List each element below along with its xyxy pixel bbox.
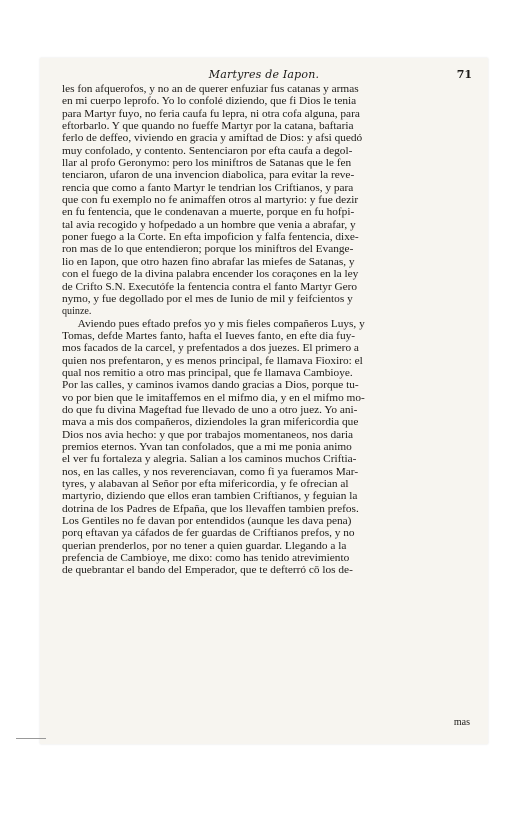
- text-line: tal avia recogido y hofpedado a un hombre que venia a abrafar, y: [62, 219, 356, 231]
- folio-number: 71: [456, 68, 472, 81]
- body-text: [62, 84, 472, 578]
- text-line: do que fu divina Mageftad fue llevado de uno a otro juez. Yo ani-: [62, 404, 358, 416]
- text-line: poner fuego a la Corte. En efta impoficion y falfa fentencia, dixe-: [62, 232, 359, 244]
- text-line: lio en Iapon, que otro hazen fino abrafar las miefes de Satanas, y: [62, 256, 355, 268]
- text-line: tenciaron, ufaron de una invencion diabolica, para evitar la reve-: [62, 170, 355, 182]
- text-line: mava a mis dos compañeros, diziendoles la gran mifericordia que: [62, 417, 359, 429]
- text-line: rencia que como a fanto Martyr le tendrian los Criftianos, y para: [62, 182, 354, 194]
- text-line: eftorbarlo. Y que quando no fueffe Martyr por la catana, baftaria: [62, 121, 354, 133]
- text-line: muy confolado, y contento. Sentenciaron por efta caufa a degol-: [62, 145, 353, 157]
- text-line: llar al profo Geronymo: pero los miniftros de Satanas que le fen: [62, 158, 352, 170]
- text-line: martyrio, diziendo que ellos eran tambien Criftianos, y feguian la: [62, 491, 358, 503]
- text-line: querian prenderlos, por no tener a quien guardar. Llegando a la: [62, 540, 347, 552]
- text-line: premios eternos. Yvan tan confolados, que a mi me ponia animo: [62, 441, 352, 453]
- text-line: dotrina de los Padres de Efpaña, que los llevaffen tambien prefos.: [62, 503, 359, 515]
- text-line: les fon afquerofos, y no an de querer enfuziar fus catanas y armas: [62, 84, 359, 95]
- text-line: prefencia de Cambioye, me dixo: como has tenido atrevimiento: [62, 553, 350, 565]
- running-title: Martyres de Iapon.: [208, 68, 320, 81]
- text-line: tyres, y alabavan al Señor por efta mifericordia, y fe ofrecian al: [62, 479, 349, 490]
- running-head: [40, 68, 488, 84]
- text-line: Tomas, defde Martes fanto, hafta el Iueves fanto, en efte dia fuy-: [62, 330, 356, 342]
- text-line: que con fu exemplo no fe animaffen otros al martyrio: y fue dezir: [62, 195, 359, 207]
- text-line: para Martyr fuyo, no feria caufa fu lepra, ni otra cofa alguna, para: [62, 108, 360, 120]
- text-line: Dios nos avia hecho: y que por trabajos momentaneos, nos daria: [62, 429, 354, 441]
- text-line: con el fuego de la divina palabra encender los coraçones en la ley: [62, 269, 359, 281]
- text-line: quinze.: [62, 306, 92, 318]
- text-line: ferlo de deffeo, viviendo en gracia y amiftad de Dios: y afsi quedó: [62, 133, 363, 145]
- text-line: Aviendo pues eftado prefos yo y mis fieles compañeros Luys, y: [77, 318, 365, 330]
- text-line: qual nos remitio a otro mas principal, que fe llamava Cambioye.: [62, 367, 353, 379]
- text-line: Los Gentiles no fe davan por entendidos (aunque les dava pena): [62, 516, 352, 528]
- text-line: ron mas de lo que entendieron; porque los miniftros del Evange-: [62, 244, 354, 256]
- text-line: Por las calles, y caminos ivamos dando gracias a Dios, porque tu-: [62, 380, 359, 392]
- text-line: de Crifto S.N. Executófe la fentencia contra el fanto Martyr Gero: [62, 281, 358, 293]
- text-line: en fu fentencia, que le condenavan a muerte, porque en fu hofpi-: [62, 207, 355, 219]
- text-line: nymo, y fue degollado por el mes de Iunio de mil y feifcientos y: [62, 293, 353, 305]
- text-line: vo por bien que le imitaffemos en el mifmo dia, y en el mifmo mo-: [62, 392, 365, 404]
- text-line: quien nos prefentaron, y es menos principal, fe llamava Fioxiro: el: [62, 355, 363, 367]
- catchword: mas: [453, 717, 470, 728]
- text-line: nos, en las calles, y nos reverenciavan, como fi ya fueramos Mar-: [62, 466, 359, 478]
- text-line: porq eftavan ya cáfados de fer guardas de Criftianos prefos, y no: [62, 528, 355, 540]
- page-edge-mark: [16, 738, 46, 739]
- text-line: de quebrantar el bando del Emperador, que te defterró cō los de-: [62, 565, 353, 577]
- text-line: mos facados de la carcel, y prefentados a dos juezes. El primero a: [62, 343, 359, 355]
- text-line: el ver fu fortaleza y alegria. Salian a los caminos muchos Criftia-: [62, 454, 357, 466]
- book-page: [40, 58, 488, 744]
- text-line: en mi cuerpo leprofo. Yo lo confolé diziendo, que fi Dios le tenia: [62, 96, 357, 108]
